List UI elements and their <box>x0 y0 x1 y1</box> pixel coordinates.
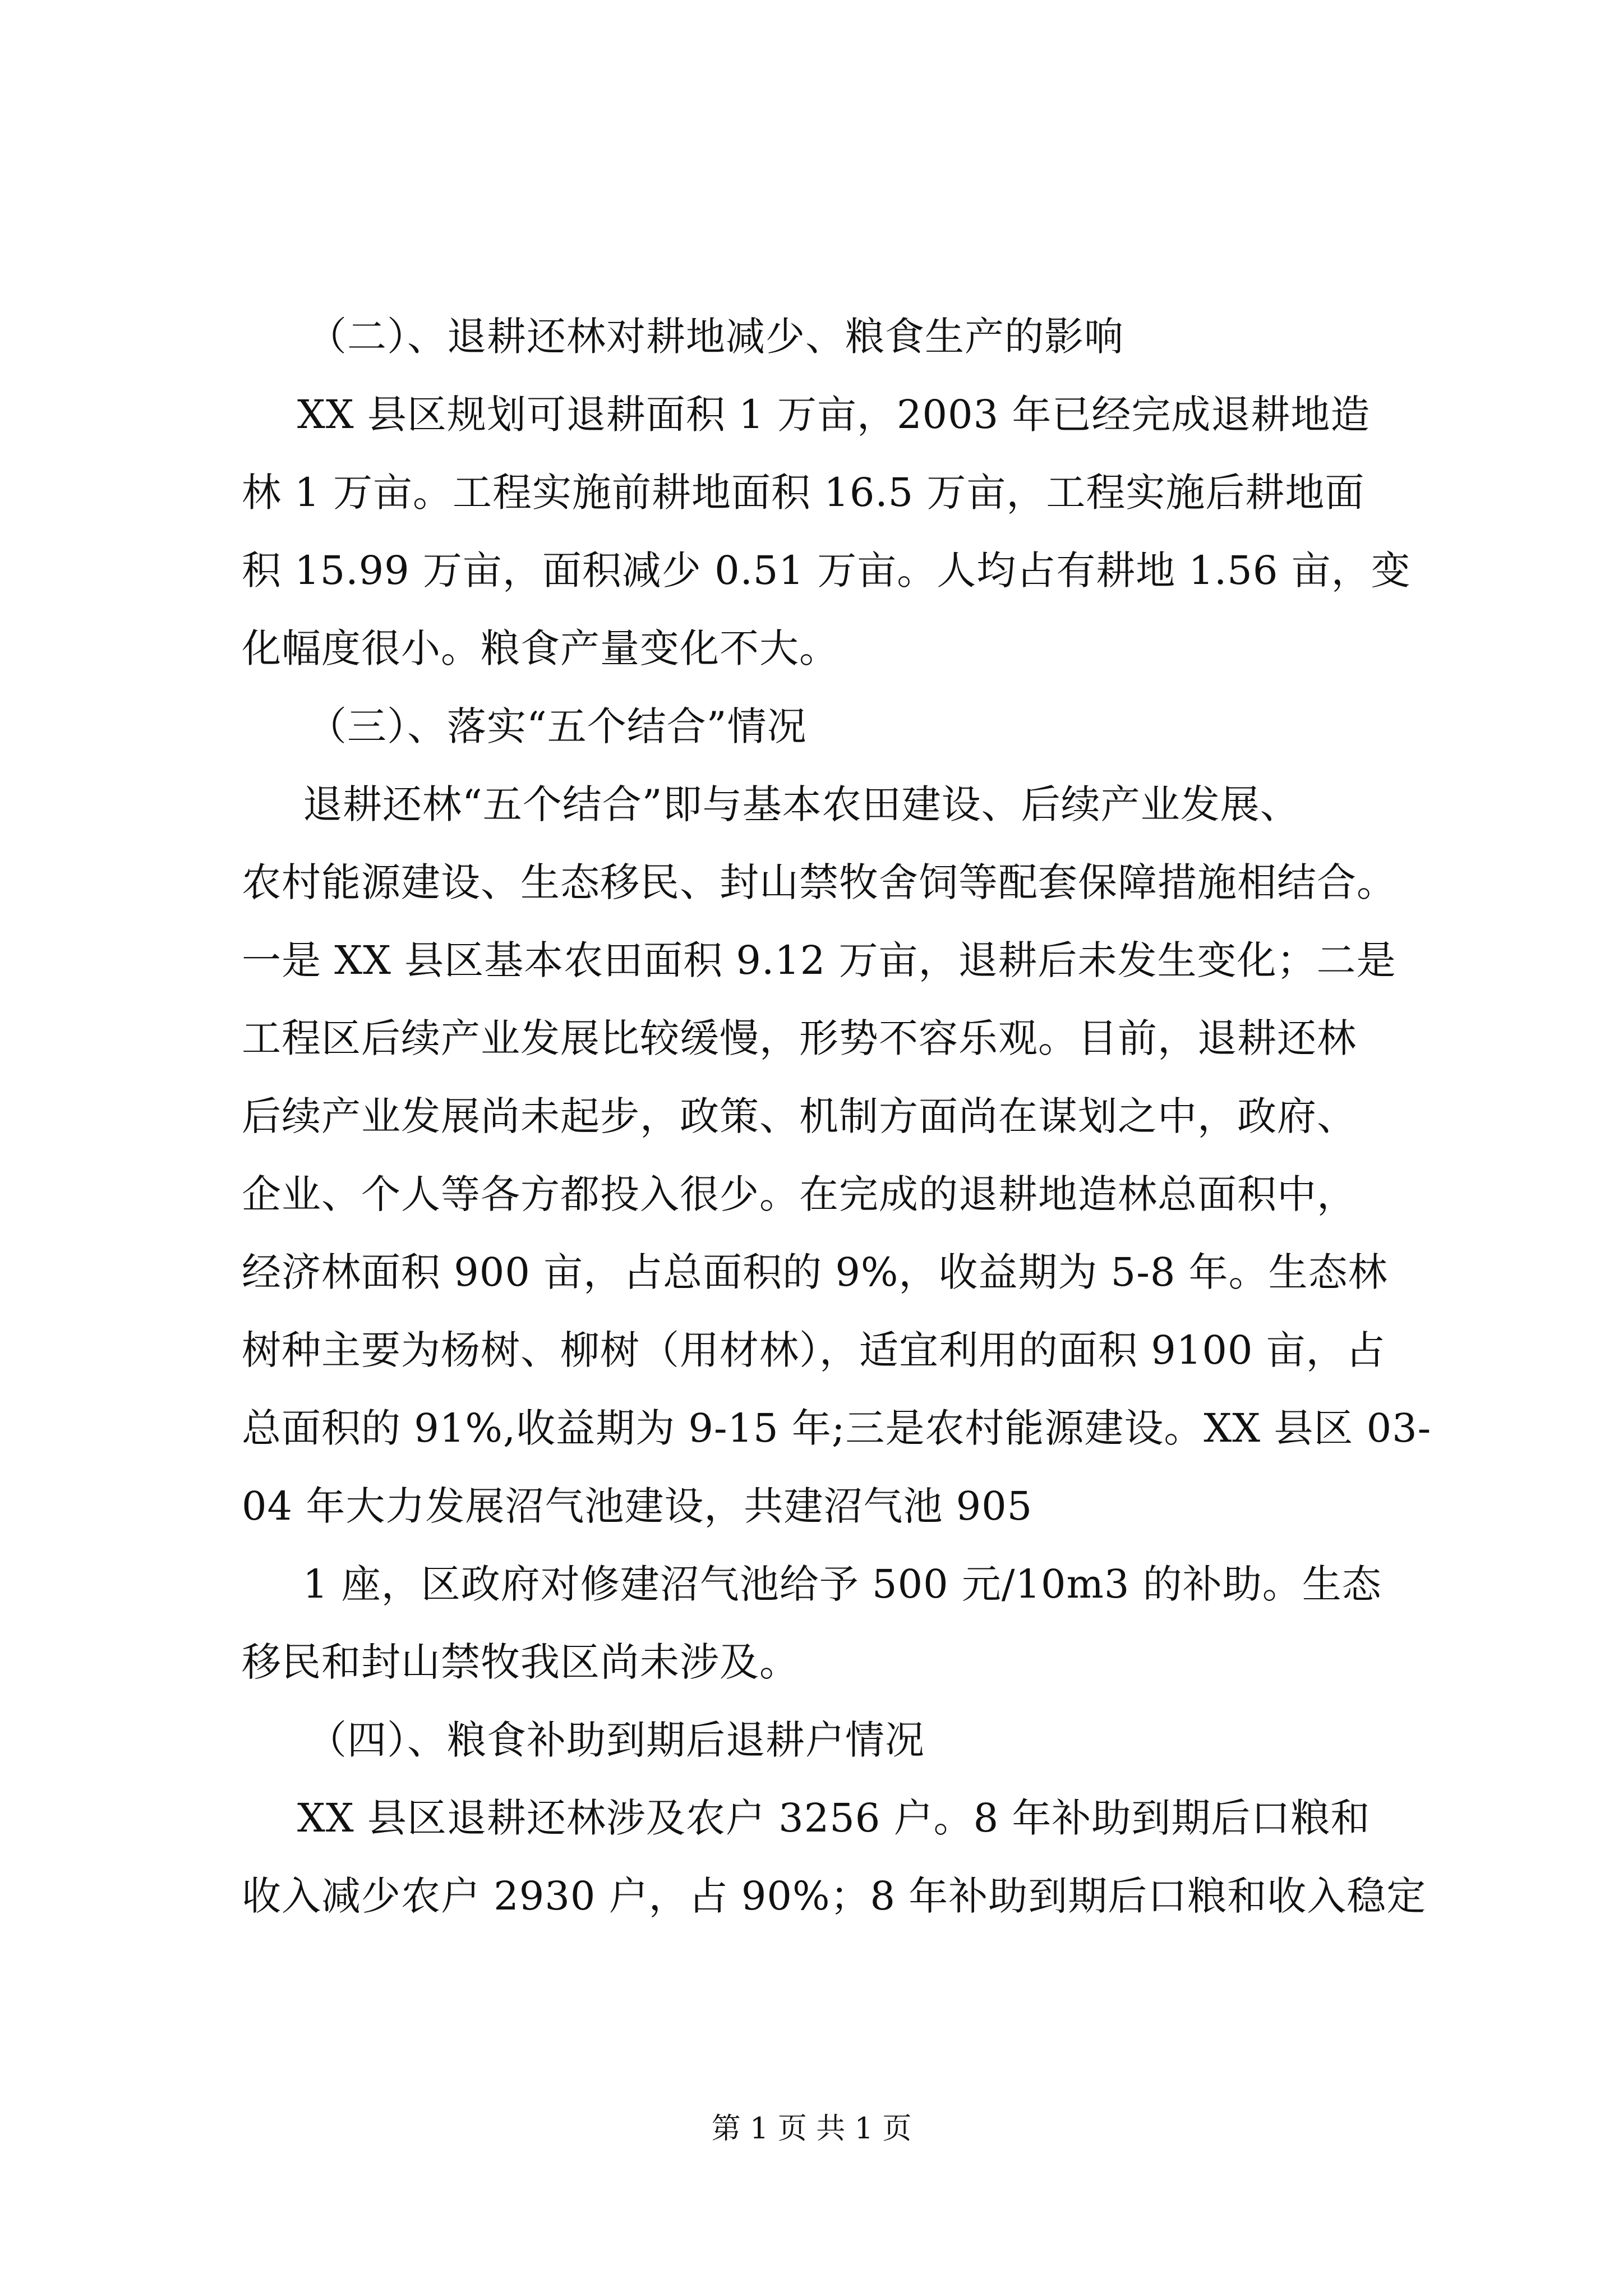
paragraph-line: 一是 XX 县区基本农田面积 9.12 万亩，退耕后未发生变化；二是 <box>242 937 1396 983</box>
paragraph-line: 工程区后续产业发展比较缓慢，形势不容乐观。目前，退耕还林 <box>242 1015 1357 1061</box>
paragraph-line: 企业、个人等各方都投入很少。在完成的退耕地造林总面积中， <box>242 1171 1357 1217</box>
paragraph-line: 农村能源建设、生态移民、封山禁牧舍饲等配套保障措施相结合。 <box>242 859 1396 905</box>
page-footer: 第 1 页 共 1 页 <box>711 2112 912 2146</box>
paragraph-line: 经济林面积 900 亩，占总面积的 9%，收益期为 5-8 年。生态林 <box>242 1249 1388 1295</box>
paragraph-line: 1 座，区政府对修建沼气池给予 500 元/10m3 的补助。生态 <box>303 1561 1382 1607</box>
section-heading-4: （四）、粮食补助到期后退耕户情况 <box>307 1717 925 1763</box>
paragraph-line: 04 年大力发展沼气池建设，共建沼气池 905 <box>242 1483 1033 1529</box>
paragraph-line: 化幅度很小。粮食产量变化不大。 <box>242 625 839 671</box>
paragraph-line: XX 县区规划可退耕面积 1 万亩，2003 年已经完成退耕地造 <box>297 392 1371 438</box>
paragraph-line: 积 15.99 万亩，面积减少 0.51 万亩。人均占有耕地 1.56 亩，变 <box>242 547 1411 593</box>
paragraph-line: 林 1 万亩。工程实施前耕地面积 16.5 万亩，工程实施后耕地面 <box>242 470 1365 516</box>
paragraph-line: 移民和封山禁牧我区尚未涉及。 <box>242 1639 799 1685</box>
paragraph-line: 总面积的 91%,收益期为 9-15 年;三是农村能源建设。XX 县区 03- <box>242 1405 1432 1451</box>
section-heading-3: （三）、落实“五个结合”情况 <box>307 703 807 749</box>
paragraph-line: 后续产业发展尚未起步，政策、机制方面尚在谋划之中，政府、 <box>242 1093 1357 1139</box>
paragraph-line: XX 县区退耕还林涉及农户 3256 户。8 年补助到期后口粮和 <box>297 1795 1371 1841</box>
paragraph-line: 退耕还林“五个结合”即与基本农田建设、后续产业发展、 <box>303 781 1300 827</box>
section-heading-2: （二）、退耕还林对耕地减少、粮食生产的影响 <box>307 314 1124 360</box>
paragraph-line: 树种主要为杨树、柳树（用材林），适宜利用的面积 9100 亩，占 <box>242 1327 1386 1373</box>
paragraph-line: 收入减少农户 2930 户，占 90%；8 年补助到期后口粮和收入稳定 <box>242 1873 1427 1919</box>
